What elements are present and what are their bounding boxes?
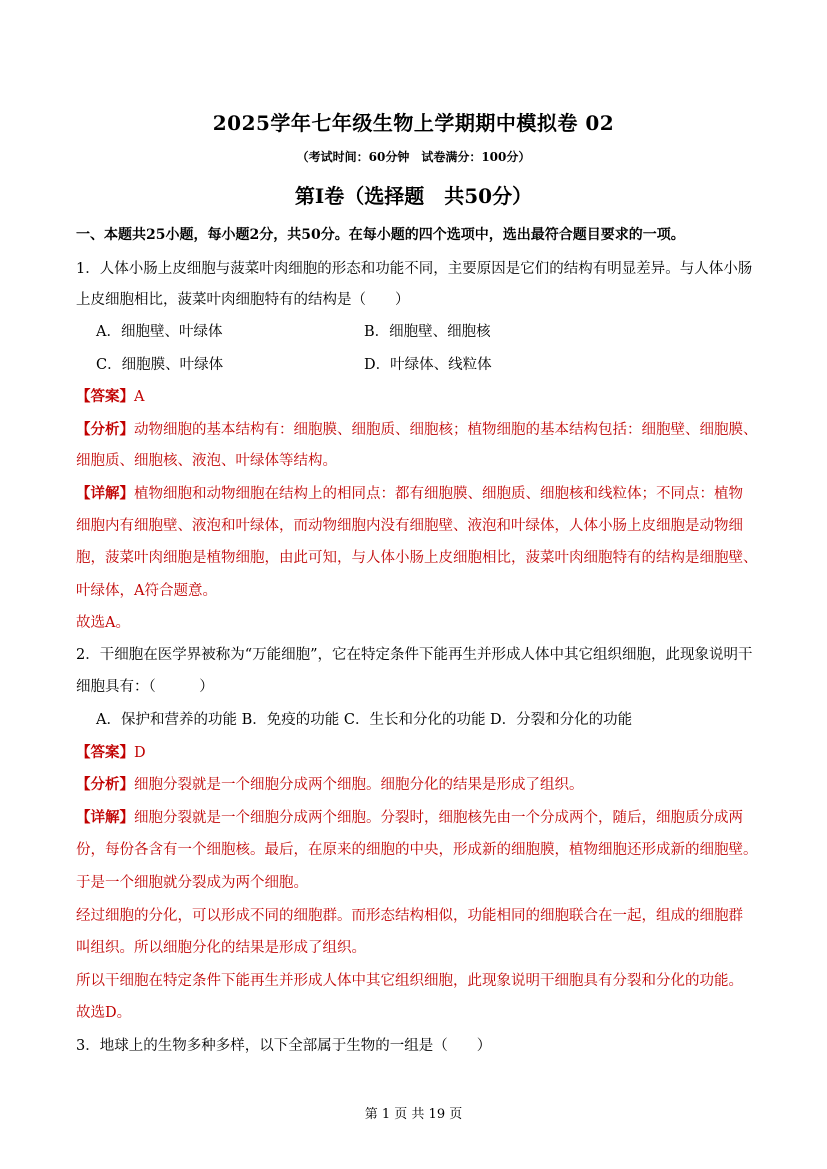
detail-text: 植物细胞和动物细胞在结构上的相同点：都有细胞膜、细胞质、细胞核和线粒体；不同点：植物 — [134, 486, 743, 502]
q1-analysis-line2: 细胞质、细胞核、液泡、叶绿体等结构。 — [76, 453, 337, 469]
q1-detail-line1 — [76, 484, 743, 504]
q2-detail-line2: 份，每份各含有一个细胞核。最后，在原来的细胞的中央，形成新的细胞膜，植物细胞还形成新的细胞壁。 — [76, 842, 758, 858]
analysis-tag: 【分析】 — [76, 421, 134, 438]
analysis-tag: 【分析】 — [76, 776, 134, 793]
q1-option-b: B．细胞壁、细胞核 — [364, 324, 491, 340]
analysis-text: 细胞分裂就是一个细胞分成两个细胞。细胞分化的结果是形成了组织。 — [134, 777, 584, 793]
analysis-text: 动物细胞的基本结构有：细胞膜、细胞质、细胞核；植物细胞的基本结构包括：细胞壁、细胞膜、 — [134, 422, 758, 438]
answer-value: D — [134, 745, 146, 761]
q1-detail-line2: 细胞内有细胞壁、液泡和叶绿体，而动物细胞内没有细胞壁、液泡和叶绿体，人体小肠上皮细胞是动物细 — [76, 518, 743, 534]
q2-detail-line3: 于是一个细胞就分裂成为两个细胞。 — [76, 875, 308, 891]
section-title: 第I卷（选择题 共50分） — [294, 184, 533, 208]
q1-stem-line1: 1．人体小肠上皮细胞与菠菜叶肉细胞的形态和功能不同，主要原因是它们的结构有明显差异。与人体小肠 — [76, 261, 753, 277]
q1-stem-line2: 上皮细胞相比，菠菜叶肉细胞特有的结构是（ ） — [76, 292, 410, 308]
q3-stem-line1: 3．地球上的生物多种多样，以下全部属于生物的一组是（ ） — [76, 1038, 492, 1054]
q2-detail-line4: 经过细胞的分化，可以形成不同的细胞群。而形态结构相似，功能相同的细胞联合在一起，组成的细胞群 — [76, 908, 743, 924]
q1-conclusion: 故选A。 — [76, 615, 130, 631]
q2-analysis-line1 — [76, 775, 584, 795]
q2-stem-line1: 2．干细胞在医学界被称为“万能细胞”，它在特定条件下能再生并形成人体中其它组织细胞，此现象说明干 — [76, 647, 753, 663]
answer-tag: 【答案】 — [76, 744, 134, 761]
page-title: 2025学年七年级生物上学期期中模拟卷 02 — [212, 111, 615, 135]
q2-options: A．保护和营养的功能 B．免疫的功能 C．生长和分化的功能 D．分裂和分化的功能 — [96, 712, 633, 728]
answer-value: A — [134, 389, 145, 405]
q1-detail-line4: 叶绿体，A符合题意。 — [76, 583, 217, 599]
instructions: 一、本题共25小题，每小题2分，共50分。在每小题的四个选项中，选出最符合题目要求的一项。 — [76, 227, 685, 243]
q1-option-d: D．叶绿体、线粒体 — [364, 357, 492, 373]
detail-tag: 【详解】 — [76, 485, 134, 502]
exam-info: （考试时间：60分钟 试卷满分：100分） — [296, 150, 531, 164]
q2-detail-line1 — [76, 808, 743, 828]
q1-answer — [76, 387, 144, 407]
q1-option-c: C．细胞膜、叶绿体 — [96, 357, 224, 373]
detail-text: 细胞分裂就是一个细胞分成两个细胞。分裂时，细胞核先由一个分成两个，随后，细胞质分成两 — [134, 810, 743, 826]
q2-stem-line2: 细胞具有：（ ） — [76, 679, 214, 695]
answer-tag: 【答案】 — [76, 388, 134, 405]
q1-analysis-line1 — [76, 420, 758, 440]
page-footer: 第 1 页 共 19 页 — [364, 1107, 463, 1122]
q2-conclusion: 故选D。 — [76, 1005, 132, 1021]
q2-answer — [76, 743, 146, 763]
q2-detail-line6: 所以干细胞在特定条件下能再生并形成人体中其它组织细胞，此现象说明干细胞具有分裂和分化的功能。 — [76, 973, 743, 989]
detail-tag: 【详解】 — [76, 809, 134, 826]
q1-detail-line3: 胞，菠菜叶肉细胞是植物细胞，由此可知，与人体小肠上皮细胞相比，菠菜叶肉细胞特有的结构是细胞壁、 — [76, 550, 758, 566]
q2-detail-line5: 叫组织。所以细胞分化的结果是形成了组织。 — [76, 940, 366, 956]
q1-option-a: A．细胞壁、叶绿体 — [96, 324, 223, 340]
